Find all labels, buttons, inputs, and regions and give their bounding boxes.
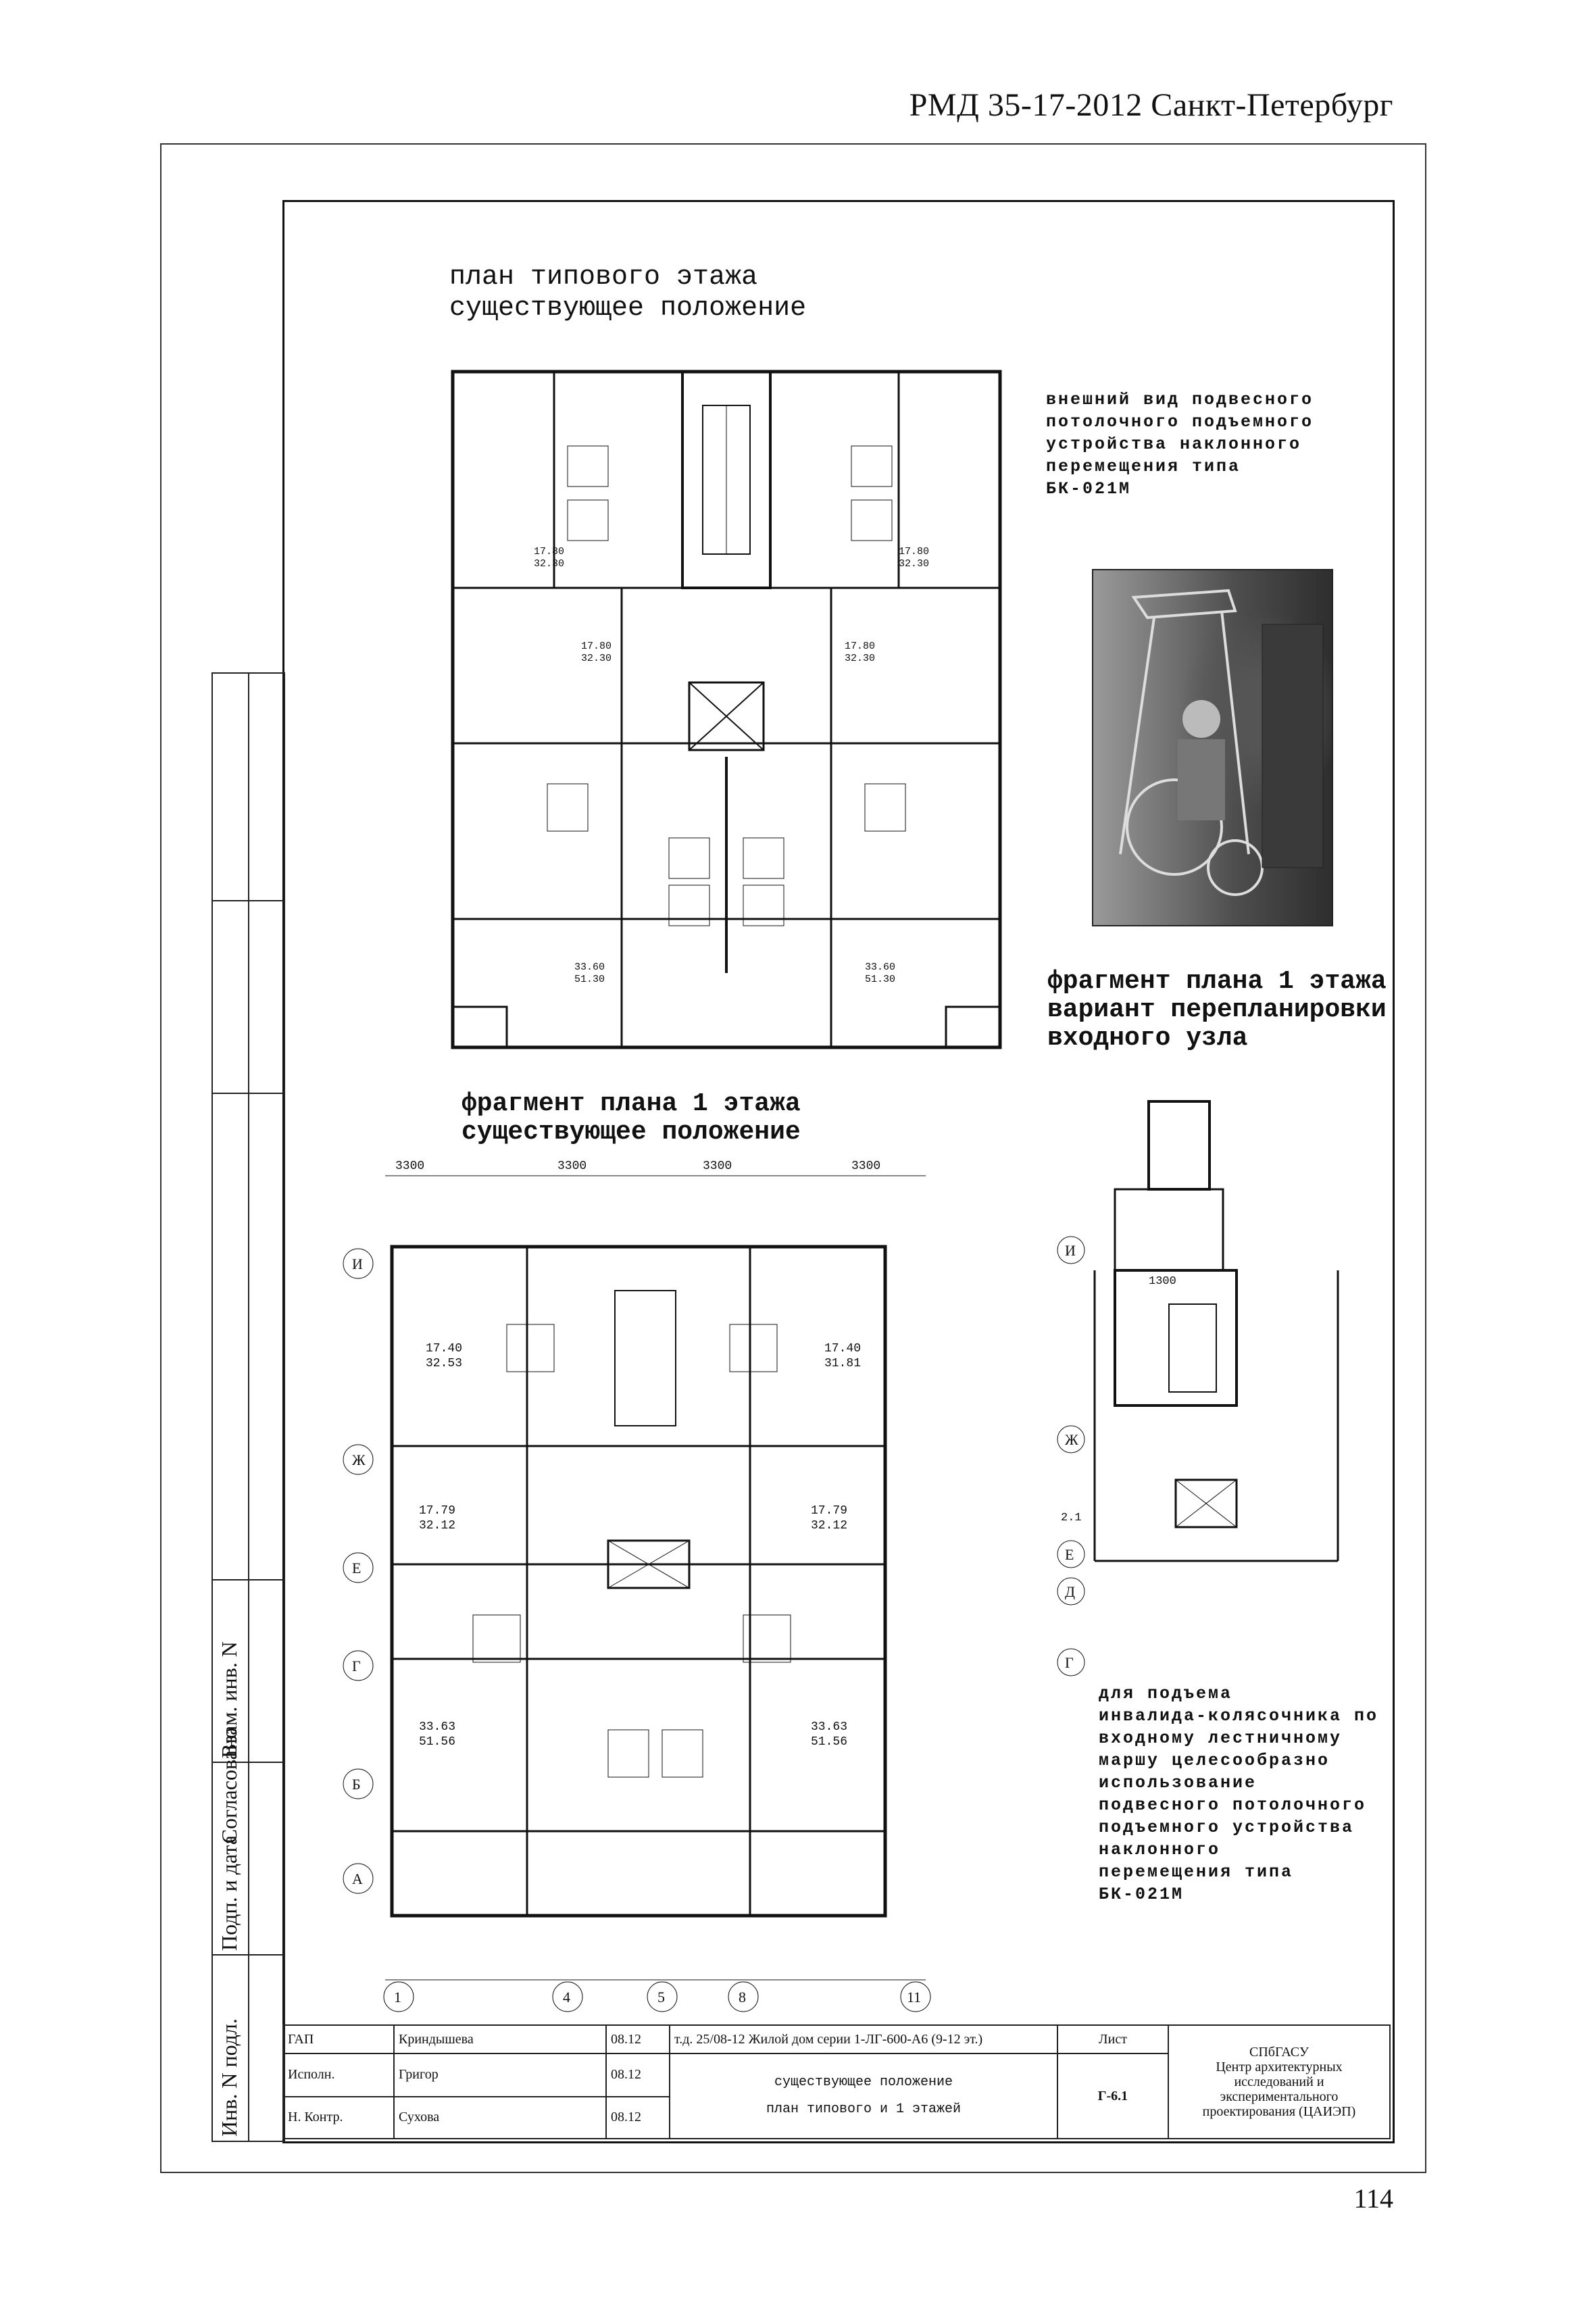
stamp-role: Н. Контр. [283, 2097, 394, 2139]
room-label: 51.56 [419, 1735, 456, 1749]
sign-date-label: Подп. и дата [217, 1835, 241, 1951]
axis-label: И [1065, 1242, 1076, 1259]
stamp-date: 08.12 [606, 2025, 670, 2053]
lift-device-photo [1092, 569, 1333, 926]
axis-label: А [352, 1870, 363, 1887]
dimension-label: 3300 [395, 1160, 425, 1173]
typical-floor-title: план типового этажа существующее положение [449, 262, 807, 324]
stamp-role: ГАП [283, 2025, 394, 2053]
room-label: 32.12 [811, 1519, 848, 1533]
stamp-drawing-title: существующее положение план типового и 1 этажей [670, 2053, 1057, 2139]
fragment-existing-title: фрагмент плана 1 этажа существующее положение [462, 1089, 801, 1147]
typical-floor-plan [446, 365, 1007, 1054]
inv-replace-label: Взам. инв. N [217, 1641, 241, 1758]
axis-label: 8 [739, 1989, 746, 2006]
room-label: 32.30 [845, 653, 876, 664]
room-label: 17.40 [824, 1342, 862, 1355]
room-label: 32.30 [534, 558, 565, 570]
room-label: 17.80 [899, 546, 930, 557]
room-label: 33.63 [419, 1720, 456, 1734]
room-label: 32.30 [899, 558, 930, 570]
stamp-sheet-label: Лист [1057, 2025, 1168, 2053]
axis-label: 4 [563, 1989, 570, 2006]
room-label: 33.60 [865, 962, 896, 973]
stamp-name: Григор [394, 2053, 606, 2097]
room-label: 32.30 [581, 653, 612, 664]
dimension-label: 2.1 [1061, 1512, 1082, 1524]
recommendation-note: для подъема инвалида-колясочника по входному лестничному маршу целесообразно использование подвесного потолочного подъемного устройства наклонного перемещения типа БК-021М [1099, 1684, 1379, 1904]
room-label: 32.12 [419, 1519, 456, 1533]
first-floor-existing-plan [284, 1149, 1000, 2020]
room-label: 33.63 [811, 1720, 848, 1734]
room-label: 32.53 [426, 1357, 463, 1370]
axis-label: 1 [394, 1989, 401, 2006]
room-label: 51.56 [811, 1735, 848, 1749]
stamp-name: Сухова [394, 2097, 606, 2139]
agreed-label: Согласовано [217, 1728, 241, 1844]
stamp-name: Криндышева [394, 2025, 606, 2053]
axis-label: И [352, 1255, 363, 1272]
photo-caption: внешний вид подвесного потолочного подъемного устройства наклонного перемещения типа БК-021М [1046, 390, 1314, 499]
inv-orig-label: Инв. N подл. [217, 2018, 241, 2137]
room-label: 17.80 [534, 546, 565, 557]
side-signature-strip [211, 672, 285, 2142]
document-header: РМД 35-17-2012 Санкт-Петербург [909, 87, 1393, 123]
room-label: 17.79 [811, 1504, 848, 1518]
fragment-new-title: фрагмент плана 1 этажа вариант перепланировки входного узла [1047, 967, 1387, 1053]
stamp-project: т.д. 25/08-12 Жилой дом серии 1-ЛГ-600-А6 (9-12 эт.) [670, 2025, 1057, 2053]
dimension-label: 3300 [703, 1160, 732, 1173]
room-label: 51.30 [865, 974, 896, 985]
stamp-sheet-number: Г-6.1 [1057, 2053, 1168, 2139]
axis-label: Г [352, 1658, 361, 1674]
room-label: 17.79 [419, 1504, 456, 1518]
dimension-label: 3300 [851, 1160, 881, 1173]
stamp-date: 08.12 [606, 2053, 670, 2097]
room-label: 17.80 [581, 641, 612, 652]
axis-label: 11 [907, 1989, 922, 2006]
page-number: 114 [1353, 2183, 1393, 2214]
dimension-label: 1300 [1149, 1275, 1176, 1288]
room-label: 17.80 [845, 641, 876, 652]
stamp-organization: СПбГАСУ Центр архитектурных исследований и экспериментального проектирования (ЦАИЭП) [1168, 2025, 1390, 2139]
title-block [282, 2024, 1391, 2139]
room-label: 31.81 [824, 1357, 862, 1370]
axis-label: Е [1065, 1546, 1074, 1563]
axis-label: Ж [1065, 1431, 1078, 1448]
axis-label: Д [1065, 1583, 1076, 1600]
axis-label: Б [352, 1776, 361, 1793]
dimension-label: 3300 [557, 1160, 587, 1173]
stamp-date: 08.12 [606, 2097, 670, 2139]
entrance-variant-plan [1034, 1088, 1392, 1683]
stamp-role: Исполн. [283, 2053, 394, 2097]
axis-label: 5 [657, 1989, 665, 2006]
axis-label: Ж [352, 1451, 366, 1468]
axis-label: Г [1065, 1654, 1074, 1671]
room-label: 33.60 [574, 962, 605, 973]
room-label: 17.40 [426, 1342, 463, 1355]
axis-label: Е [352, 1560, 361, 1576]
room-label: 51.30 [574, 974, 605, 985]
